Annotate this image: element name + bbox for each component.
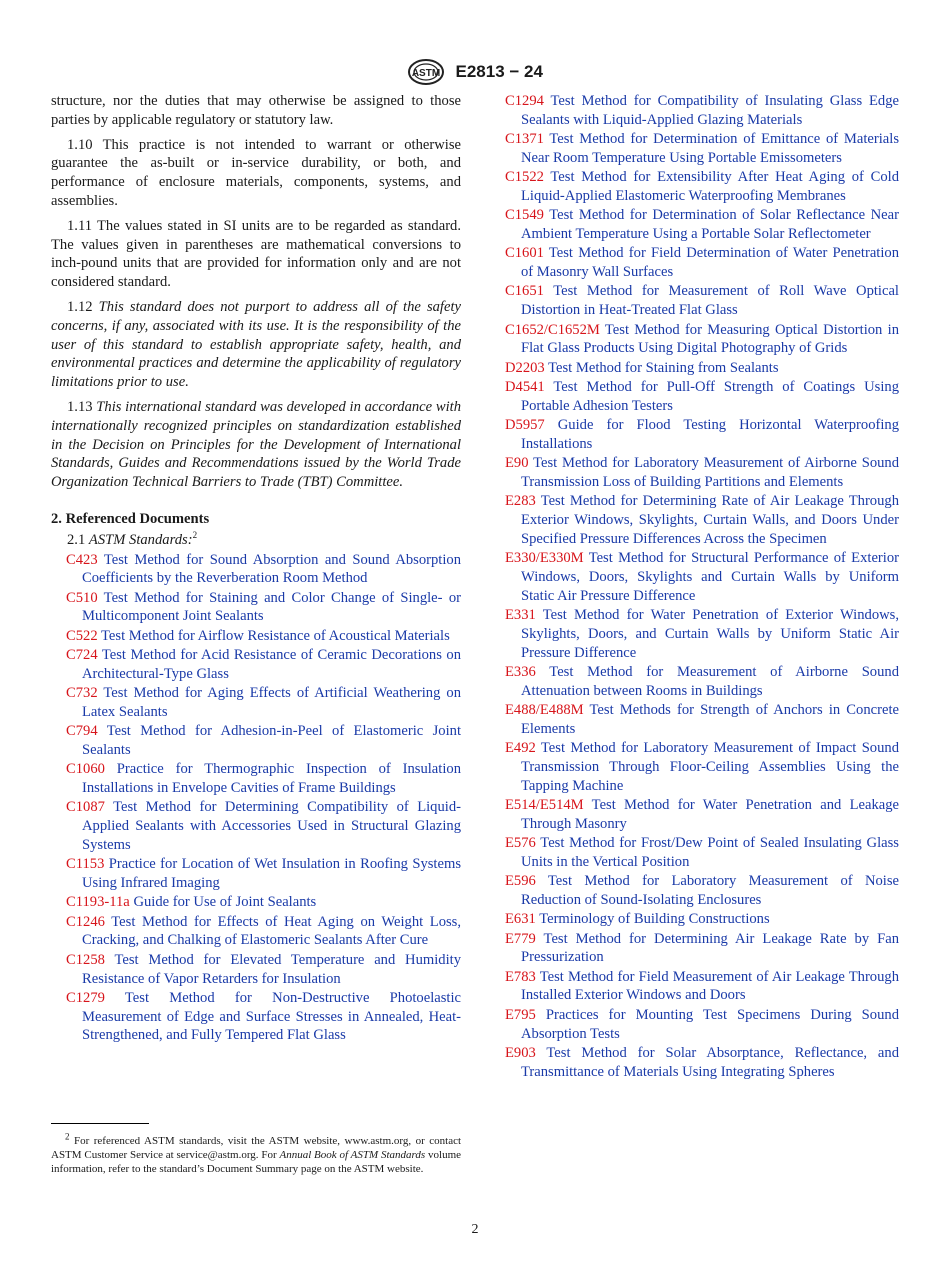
reference-code-link[interactable]: E779 — [505, 930, 536, 947]
reference-title-link[interactable]: Test Method for Measurement of Roll Wave Optical Distortion in Heat-Treated Flat Glass — [521, 283, 899, 319]
reference-title-link[interactable]: Practice for Thermographic Inspection of Insulation Installations in Envelope Cavities of Frame Buildings — [82, 761, 461, 797]
reference-item — [505, 244, 899, 282]
reference-item — [51, 684, 461, 722]
reference-code-link[interactable]: C1651 — [505, 283, 544, 300]
reference-item — [505, 454, 899, 492]
reference-code-link[interactable]: E336 — [505, 663, 536, 680]
reference-item — [505, 492, 899, 548]
reference-title-link[interactable]: Test Method for Determining Air Leakage Rate by Fan Pressurization — [521, 930, 900, 966]
reference-item — [505, 796, 899, 834]
right-column — [505, 92, 899, 1082]
reference-title-link[interactable]: Test Method for Determining Compatibility of Liquid-Applied Sealants with Accessories Used in Structural Glazing Systems — [82, 799, 461, 853]
reference-title-link[interactable]: Test Method for Water Penetration of Exterior Windows, Skylights, Doors, and Curtain Walls by Uniform Static Air Pressure Difference — [521, 607, 899, 661]
reference-item — [505, 968, 899, 1006]
reference-item — [505, 663, 899, 701]
reference-code-link[interactable]: C1087 — [66, 799, 105, 816]
reference-item — [51, 627, 461, 646]
reference-title-link[interactable]: Guide for Use of Joint Sealants — [133, 894, 317, 911]
reference-item — [505, 206, 899, 244]
reference-title-link[interactable]: Practice for Location of Wet Insulation in Roofing Systems Using Infrared Imaging — [82, 856, 461, 892]
reference-title-link[interactable]: Test Method for Laboratory Measurement of Noise Reduction of Sound-Isolating Enclosures — [521, 873, 899, 908]
astm-logo-text: ASTM — [411, 68, 441, 79]
reference-item — [51, 989, 461, 1045]
reference-code-link[interactable]: C1153 — [66, 856, 105, 873]
reference-item — [505, 549, 899, 605]
reference-item — [505, 606, 899, 662]
reference-title-link[interactable]: Practices for Mounting Test Specimens During Sound Absorption Tests — [521, 1006, 899, 1042]
reference-code-link[interactable]: C1371 — [505, 131, 544, 148]
page-number: 2 — [471, 1222, 479, 1237]
reference-item — [51, 798, 461, 854]
paragraph-number: 1.13 — [67, 398, 93, 415]
reference-title-link[interactable]: Test Method for Field Determination of Water Penetration of Masonry Wall Surfaces — [521, 245, 899, 281]
footnote-number: 2 — [65, 1131, 70, 1142]
reference-code-link[interactable]: C1258 — [66, 951, 105, 968]
paragraph-1-13 — [51, 398, 461, 492]
reference-item — [505, 321, 899, 359]
reference-code-link[interactable]: E783 — [505, 968, 536, 985]
reference-title-link[interactable]: Test Method for Water Penetration and Leakage Through Masonry — [521, 796, 899, 832]
reference-code-link[interactable]: C794 — [66, 723, 98, 740]
intro-paragraph: structure, nor the duties that may otherwise be assigned to those parties by applicable regulatory or statutory law. — [51, 93, 461, 128]
page-header — [0, 58, 950, 86]
reference-code-link[interactable]: E596 — [505, 873, 536, 890]
footnote-italic: Annual Book of ASTM Standards — [279, 1149, 426, 1162]
reference-code-link[interactable]: C1060 — [66, 761, 105, 778]
reference-code-link[interactable]: E576 — [505, 835, 536, 852]
subsection-label: ASTM Standards: — [88, 531, 193, 548]
astm-logo-icon — [407, 58, 445, 86]
reference-title-link[interactable]: Test Method for Field Measurement of Air Leakage Through Installed Exterior Windows and Doors — [521, 968, 899, 1004]
reference-title-link[interactable]: Test Method for Compatibility of Insulating Glass Edge Sealants with Liquid-Applied Glazing Materials — [521, 93, 899, 128]
reference-code-link[interactable]: D4541 — [505, 378, 545, 395]
subsection-heading — [51, 531, 461, 550]
reference-code-link[interactable]: D2203 — [505, 359, 545, 376]
reference-item — [505, 282, 899, 320]
right-reference-list — [505, 92, 899, 1081]
reference-item — [505, 834, 899, 872]
reference-code-link[interactable]: C1193-11a — [66, 894, 130, 911]
reference-title-link[interactable]: Test Method for Adhesion-in-Peel of Elastomeric Joint Sealants — [82, 723, 461, 758]
reference-code-link[interactable]: C510 — [66, 589, 98, 606]
reference-item — [51, 722, 461, 760]
reference-code-link[interactable]: C1522 — [505, 169, 544, 186]
reference-title-link[interactable]: Test Method for Structural Performance of Exterior Windows, Doors, Skylights and Curtain Walls by Uniform Static Air Pressure Difference — [521, 550, 900, 604]
reference-code-link[interactable]: E488/E488M — [505, 702, 584, 718]
reference-item — [505, 701, 899, 739]
reference-item — [505, 910, 899, 929]
paragraph-1-12 — [51, 298, 461, 392]
reference-item — [51, 760, 461, 798]
footnote-divider — [51, 1123, 149, 1124]
reference-title-link[interactable]: Test Method for Determination of Solar Reflectance Near Ambient Temperature Using a Portable Solar Reflectometer — [521, 207, 899, 243]
reference-code-link[interactable]: C522 — [66, 627, 98, 644]
reference-title-link[interactable]: Test Method for Solar Absorptance, Reflectance, and Transmittance of Materials Using Integrating Spheres — [521, 1044, 899, 1080]
reference-title-link[interactable]: Test Method for Elevated Temperature and Humidity Resistance of Vapor Retarders for Insulation — [82, 951, 461, 987]
reference-item — [51, 589, 461, 627]
reference-title-link[interactable]: Test Method for Airflow Resistance of Acoustical Materials — [101, 627, 450, 644]
reference-item — [51, 893, 461, 912]
paragraph-1-11: 1.11 The values stated in SI units are to be regarded as standard. The values given in parentheses are mathematical conversions to inch-pound units that are provided for information only and are not considered standard. — [51, 217, 461, 291]
reference-title-link[interactable]: Test Method for Laboratory Measurement of Impact Sound Transmission Through Floor-Ceiling Assemblies Using the Tapping Machine — [521, 740, 899, 794]
reference-code-link[interactable]: D5957 — [505, 417, 545, 434]
reference-item — [505, 130, 899, 168]
reference-title-link[interactable]: Guide for Flood Testing Horizontal Waterproofing Installations — [521, 417, 899, 452]
reference-code-link[interactable]: E283 — [505, 493, 536, 510]
paragraph-number: 1.12 — [67, 298, 93, 315]
reference-item — [505, 739, 899, 795]
reference-title-link[interactable]: Test Method for Measuring Optical Distortion in Flat Glass Products Using Digital Photography of Grids — [521, 321, 899, 357]
reference-item — [51, 913, 461, 951]
section-heading: 2. Referenced Documents — [51, 510, 210, 527]
reference-code-link[interactable]: C1549 — [505, 207, 544, 224]
reference-item — [505, 1044, 899, 1082]
reference-item — [51, 551, 461, 589]
document-id: E2813 − 24 — [455, 62, 543, 81]
reference-title-link[interactable]: Test Method for Acid Resistance of Ceramic Decorations on Architectural-Type Glass — [82, 647, 461, 682]
subsection-number: 2.1 — [67, 531, 86, 548]
reference-item — [505, 92, 899, 130]
paragraph-1-10: 1.10 This practice is not intended to warrant or otherwise guarantee the as-built or in-service durability, or both, and performance of enclosure materials, components, systems, and assemblies. — [51, 136, 461, 209]
reference-code-link[interactable]: C1294 — [505, 93, 544, 109]
reference-title-link[interactable]: Test Method for Determination of Emittance of Materials Near Room Temperature Using Portable Emissometers — [521, 131, 899, 166]
footnote-text-before: For referenced ASTM standards, visit the ASTM website, www.astm.org, or contact ASTM Customer Service at service@astm.org. For — [51, 1135, 462, 1162]
reference-code-link[interactable]: C1601 — [505, 245, 544, 262]
footnote-text-after: volume information, refer to the standard’s Document Summary page on the ASTM website. — [51, 1149, 462, 1176]
reference-code-link[interactable]: C1652/C1652M — [505, 321, 600, 338]
reference-title-link[interactable]: Terminology of Building Constructions — [539, 911, 770, 928]
reference-code-link[interactable]: E492 — [505, 740, 536, 757]
reference-item — [51, 855, 461, 893]
footnote — [51, 1131, 462, 1177]
footnote-marker[interactable]: 2 — [192, 529, 198, 540]
reference-title-link[interactable]: Test Method for Sound Absorption and Sound Absorption Coefficients by the Reverberation Room Method — [82, 551, 461, 587]
reference-title-link[interactable]: Test Method for Pull-Off Strength of Coatings Using Portable Adhesion Testers — [521, 378, 900, 414]
reference-code-link[interactable]: C423 — [66, 551, 98, 568]
reference-item — [505, 168, 899, 206]
reference-item — [51, 646, 461, 684]
reference-code-link[interactable]: C732 — [66, 685, 98, 702]
reference-title-link[interactable]: Test Method for Staining from Sealants — [548, 359, 779, 376]
reference-item — [505, 1006, 899, 1044]
reference-code-link[interactable]: E90 — [505, 455, 529, 472]
reference-code-link[interactable]: E903 — [505, 1044, 536, 1061]
reference-code-link[interactable]: E331 — [505, 607, 536, 624]
reference-title-link[interactable]: Test Method for Determining Rate of Air Leakage Through Exterior Windows, Skylights, Curtain Walls, and Doors Under Specified Pressure Differences Across the Specimen — [521, 493, 899, 547]
reference-title-link[interactable]: Test Method for Effects of Heat Aging on Weight Loss, Cracking, and Chalking of Elastomeric Sealants After Cure — [82, 913, 461, 949]
reference-item — [505, 930, 899, 968]
left-reference-list — [51, 551, 461, 1046]
reference-code-link[interactable]: E795 — [505, 1006, 536, 1023]
reference-title-link[interactable]: Test Method for Laboratory Measurement of Airborne Sound Transmission Loss of Building Partitions and Elements — [521, 455, 900, 490]
reference-item — [505, 378, 899, 416]
reference-item — [505, 359, 899, 378]
reference-title-link[interactable]: Test Methods for Strength of Anchors in Concrete Elements — [521, 702, 899, 737]
reference-item — [505, 416, 899, 454]
reference-title-link[interactable]: Test Method for Aging Effects of Artificial Weathering on Latex Sealants — [82, 685, 462, 720]
reference-title-link[interactable]: Test Method for Staining and Color Change of Single- or Multicomponent Joint Sealants — [82, 589, 461, 625]
reference-title-link[interactable]: Test Method for Extensibility After Heat Aging of Cold Liquid-Applied Elastomeric Waterproofing Membranes — [521, 169, 899, 204]
safety-statement: This standard does not purport to address all of the safety concerns, if any, associated with its use. It is the responsibility of the user of this standard to establish appropriate safety, health, and environmental practices and determine the applicability of regulatory limitations prior to use. — [51, 298, 461, 391]
reference-item — [51, 951, 461, 989]
reference-code-link[interactable]: E514/E514M — [505, 796, 584, 813]
reference-code-link[interactable]: C1246 — [66, 913, 105, 930]
reference-title-link[interactable]: Test Method for Frost/Dew Point of Sealed Insulating Glass Units in the Vertical Position — [521, 835, 899, 870]
reference-code-link[interactable]: C1279 — [66, 989, 105, 1006]
reference-title-link[interactable]: Test Method for Non-Destructive Photoelastic Measurement of Edge and Surface Stresses in Annealed, Heat-Strengthened, and Fully Tempered Flat Glass — [82, 989, 461, 1044]
left-column — [51, 92, 461, 1046]
reference-item — [505, 872, 899, 910]
reference-title-link[interactable]: Test Method for Measurement of Airborne Sound Attenuation between Rooms in Buildings — [521, 663, 899, 699]
reference-code-link[interactable]: E631 — [505, 911, 536, 928]
international-standard-statement: This international standard was developed in accordance with internationally recognized principles on standardization established in the Decision on Principles for the Development of International Standards, Guides and Recommendations issued by the World Trade Organization Technical Barriers to Trade (TBT) Committee. — [51, 398, 461, 491]
reference-code-link[interactable]: E330/E330M — [505, 550, 584, 567]
reference-code-link[interactable]: C724 — [66, 647, 98, 664]
